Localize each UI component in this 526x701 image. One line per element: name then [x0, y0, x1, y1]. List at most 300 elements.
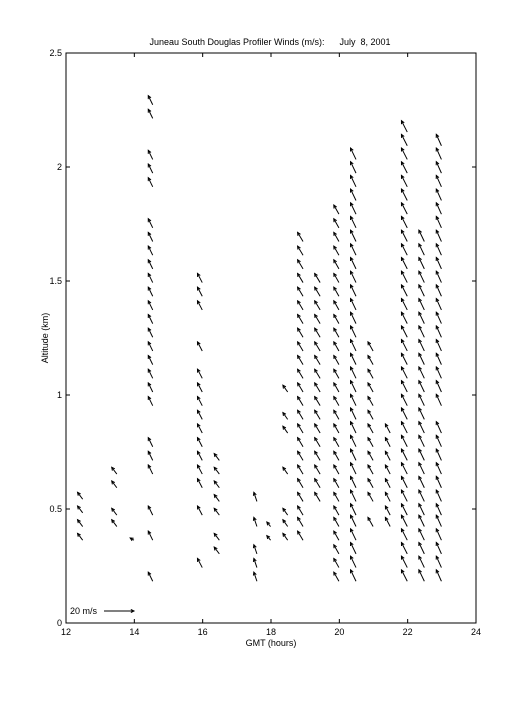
- wind-vector-arrow: [436, 203, 441, 214]
- wind-vector-arrow: [148, 531, 152, 540]
- wind-vector-arrow: [351, 394, 356, 405]
- chart-title: Juneau South Douglas Profiler Winds (m/s): July 8, 2001: [149, 37, 391, 47]
- x-tick-label: 16: [197, 627, 208, 637]
- wind-vector-arrow: [419, 422, 424, 433]
- wind-vector-arrow: [401, 515, 407, 526]
- wind-vector-arrow: [401, 244, 407, 255]
- wind-vector-arrow: [197, 451, 202, 460]
- wind-vector-arrow: [148, 96, 152, 105]
- wind-vector-arrow: [419, 463, 424, 474]
- wind-vector-arrow: [351, 408, 356, 419]
- wind-vector-arrow: [283, 413, 288, 420]
- wind-vector-arrow: [419, 257, 424, 268]
- wind-vector-arrow: [315, 383, 320, 392]
- wind-vector-arrow: [112, 481, 117, 488]
- wind-vector-arrow: [298, 260, 303, 269]
- wind-vector-arrow: [401, 556, 407, 567]
- wind-vector-arrow: [351, 189, 356, 200]
- wind-vector-arrow: [401, 148, 407, 159]
- wind-vector-arrow: [334, 506, 339, 515]
- wind-vector-arrow: [298, 273, 303, 282]
- wind-vector-arrow: [401, 203, 407, 214]
- wind-vector-arrow: [436, 299, 441, 310]
- x-tick-label: 18: [265, 627, 277, 637]
- wind-vector-arrow: [298, 287, 303, 296]
- wind-vector-arrow: [401, 435, 407, 446]
- wind-vector-arrow: [351, 381, 356, 392]
- wind-vector-arrow: [334, 342, 339, 351]
- wind-vector-arrow: [148, 260, 152, 269]
- wind-vector-arrow: [401, 271, 407, 282]
- x-tick-label: 12: [60, 627, 72, 637]
- wind-vector-arrow: [334, 410, 339, 419]
- wind-vector-arrow: [148, 465, 152, 474]
- wind-vector-arrow: [436, 367, 441, 378]
- wind-vector-arrow: [436, 476, 441, 487]
- wind-vector-arrow: [351, 216, 356, 227]
- wind-vector-arrow: [436, 271, 441, 282]
- wind-vector-arrow: [419, 476, 424, 487]
- wind-vector-arrow: [436, 449, 441, 460]
- wind-vector-arrow: [197, 465, 202, 474]
- wind-vector-arrow: [148, 301, 152, 310]
- wind-vector-arrow: [351, 353, 356, 364]
- wind-vector-arrow: [334, 517, 339, 526]
- wind-vector-arrow: [385, 479, 390, 488]
- wind-vector-arrow: [334, 465, 339, 474]
- wind-vector-arrow: [351, 570, 356, 581]
- wind-vector-arrow: [334, 232, 339, 241]
- wind-vector-arrow: [351, 203, 356, 214]
- y-tick-label: 1.5: [49, 276, 62, 286]
- wind-vector-arrow: [419, 367, 424, 378]
- wind-vector-arrow: [298, 410, 303, 419]
- wind-vector-arrow: [78, 520, 83, 527]
- wind-vector-arrow: [436, 244, 441, 255]
- wind-vector-arrow: [436, 381, 441, 392]
- wind-vector-arrow: [419, 230, 424, 241]
- wind-vector-arrow: [78, 506, 83, 513]
- wind-vector-arrow: [112, 467, 117, 474]
- wind-vector-arrow: [334, 424, 339, 433]
- wind-vector-arrow: [351, 312, 356, 323]
- wind-vector-arrow: [351, 435, 356, 446]
- wind-vector-arrow: [351, 367, 356, 378]
- wind-vector-arrow: [214, 495, 219, 502]
- wind-vector-arrow: [436, 148, 441, 159]
- wind-vector-arrow: [401, 121, 407, 132]
- wind-vector-arrow: [148, 287, 152, 296]
- wind-vector-arrow: [351, 148, 356, 159]
- wind-vector-arrow: [419, 394, 424, 405]
- wind-vector-arrow: [401, 490, 407, 501]
- wind-vector-arrow: [351, 175, 356, 186]
- y-tick-label: 1: [56, 390, 62, 400]
- wind-vector-arrow: [148, 572, 152, 581]
- wind-vector-arrow: [315, 397, 320, 406]
- y-tick-label: 0: [56, 618, 62, 628]
- reference-vector-label: 20 m/s: [70, 606, 98, 616]
- wind-vector-arrow: [197, 301, 202, 310]
- wind-vector-arrow: [214, 508, 219, 515]
- wind-vector-arrow: [436, 312, 441, 323]
- wind-vector-arrow: [419, 408, 424, 419]
- wind-vector-arrow: [436, 422, 441, 433]
- wind-vector-arrow: [334, 369, 339, 378]
- wind-vector-arrow: [401, 353, 407, 364]
- wind-vector-arrow: [368, 451, 373, 460]
- wind-vector-arrow: [334, 451, 339, 460]
- wind-vector-arrow: [334, 572, 339, 581]
- wind-vector-arrow: [385, 424, 390, 433]
- wind-vector-arrow: [436, 285, 441, 296]
- wind-vector-arrow: [351, 556, 356, 567]
- reference-arrow: [104, 609, 134, 612]
- wind-vector-arrow: [298, 356, 303, 365]
- wind-vector-arrow: [436, 504, 441, 515]
- wind-vector-arrow: [197, 383, 202, 392]
- wind-vector-arrow: [385, 438, 390, 447]
- wind-vector-arrow: [315, 424, 320, 433]
- wind-vector-arrow: [419, 271, 424, 282]
- wind-vector-arrow: [401, 570, 407, 581]
- wind-vector-arrow: [401, 504, 407, 515]
- wind-vector-arrow: [334, 314, 339, 323]
- wind-vector-arrow: [401, 449, 407, 460]
- wind-vector-arrow: [419, 340, 424, 351]
- wind-vector-arrow: [436, 162, 441, 173]
- wind-vector-arrow: [351, 542, 356, 553]
- wind-vector-arrow: [148, 232, 152, 241]
- wind-vector-arrow: [401, 134, 407, 145]
- wind-vector-arrow: [419, 570, 424, 581]
- wind-vector-arrow: [436, 463, 441, 474]
- wind-vector-arrow: [298, 424, 303, 433]
- wind-vector-arrow: [436, 556, 441, 567]
- wind-vector-arrow: [315, 438, 320, 447]
- wind-vector-arrow: [148, 328, 152, 337]
- wind-vector-arrow: [351, 340, 356, 351]
- wind-vector-arrow: [253, 572, 257, 581]
- wind-vector-arrow: [334, 205, 339, 214]
- wind-vector-arrow: [283, 508, 288, 515]
- wind-vector-arrow: [315, 465, 320, 474]
- wind-vector-arrow: [401, 175, 407, 186]
- wind-vector-arrow: [385, 506, 390, 515]
- wind-vector-arrow: [351, 515, 356, 526]
- wind-vector-arrow: [351, 476, 356, 487]
- plot-area-frame: [66, 53, 476, 623]
- wind-vector-arrow: [298, 451, 303, 460]
- x-tick-label: 24: [470, 627, 482, 637]
- wind-vector-arrow: [351, 449, 356, 460]
- wind-vector-arrow: [401, 189, 407, 200]
- wind-vector-arrow: [283, 467, 288, 474]
- wind-vector-arrow: [283, 533, 288, 540]
- wind-vector-arrow: [334, 219, 339, 228]
- wind-vector-arrow: [298, 314, 303, 323]
- wind-vector-arrow: [148, 178, 152, 187]
- wind-vector-arrow: [148, 506, 152, 515]
- wind-vector-arrow: [334, 356, 339, 365]
- wind-vector-arrow: [197, 558, 202, 567]
- wind-vector-arrow: [401, 381, 407, 392]
- wind-vector-arrow: [214, 481, 219, 488]
- wind-vector-arrow: [298, 328, 303, 337]
- wind-vector-arrow: [298, 479, 303, 488]
- wind-vector-arrow: [148, 109, 152, 118]
- x-axis-ticks: [61, 53, 481, 637]
- wind-vector-arrow: [214, 454, 219, 461]
- wind-vector-arrow: [148, 451, 152, 460]
- wind-vector-arrow: [334, 287, 339, 296]
- wind-vector-arrow: [267, 522, 271, 527]
- wind-vector-arrow: [298, 383, 303, 392]
- wind-vector-arrow: [436, 175, 441, 186]
- wind-vector-arrow: [368, 465, 373, 474]
- wind-vector-arrow: [351, 162, 356, 173]
- wind-vector-arrow: [197, 410, 202, 419]
- wind-vector-arrow: [436, 529, 441, 540]
- wind-vector-arrow: [334, 260, 339, 269]
- wind-vector-arrow: [148, 273, 152, 282]
- y-axis-ticks: [49, 48, 476, 628]
- wind-vector-arrow: [298, 232, 303, 241]
- wind-vector-arrow: [401, 529, 407, 540]
- wind-vector-arrow: [351, 230, 356, 241]
- wind-vector-arrow: [351, 463, 356, 474]
- wind-vector-arrow: [334, 479, 339, 488]
- wind-vector-arrow: [253, 517, 257, 526]
- wind-vector-arrow: [148, 342, 152, 351]
- wind-vector-arrow: [436, 134, 441, 145]
- wind-vector-arrow: [401, 326, 407, 337]
- wind-vector-arrow: [419, 504, 424, 515]
- wind-vector-arrow: [419, 449, 424, 460]
- wind-vector-arrow: [368, 517, 373, 526]
- wind-vector-arrow: [298, 301, 303, 310]
- wind-vector-arrow: [401, 285, 407, 296]
- wind-vector-arrow: [401, 216, 407, 227]
- wind-vector-arrow: [334, 545, 339, 554]
- wind-vector-arrow: [436, 326, 441, 337]
- wind-vector-arrow: [436, 257, 441, 268]
- wind-vector-arrow: [401, 408, 407, 419]
- wind-vector-arrow: [334, 558, 339, 567]
- wind-vector-arrow: [351, 490, 356, 501]
- wind-vector-arrow: [401, 162, 407, 173]
- wind-vector-arrow: [298, 397, 303, 406]
- wind-vector-arrow: [401, 257, 407, 268]
- wind-vector-arrow: [334, 397, 339, 406]
- wind-vector-arrow: [315, 451, 320, 460]
- reference-vector-arrow: [104, 609, 134, 612]
- wind-vector-arrow: [315, 287, 320, 296]
- wind-vector-arrow: [315, 369, 320, 378]
- y-tick-label: 2: [56, 162, 62, 172]
- wind-vector-arrow: [401, 367, 407, 378]
- wind-vector-arrow: [419, 285, 424, 296]
- wind-vector-arrow: [197, 479, 202, 488]
- x-tick-label: 22: [402, 627, 413, 637]
- wind-vector-arrow: [78, 533, 83, 540]
- wind-vector-arrow: [368, 383, 373, 392]
- wind-vector-arrow: [78, 492, 83, 499]
- wind-vector-arrow: [130, 538, 134, 541]
- wind-vector-arrow: [385, 465, 390, 474]
- wind-vector-arrow: [419, 244, 424, 255]
- wind-vector-arrow: [298, 342, 303, 351]
- x-tick-label: 20: [334, 627, 345, 637]
- wind-vector-arrow: [315, 273, 320, 282]
- wind-vector-arrow: [401, 422, 407, 433]
- wind-vector-arrow: [315, 301, 320, 310]
- wind-vector-arrow: [385, 517, 390, 526]
- wind-vector-arrow: [351, 422, 356, 433]
- wind-vector-arrow: [368, 479, 373, 488]
- wind-vector-arrow: [112, 508, 117, 515]
- wind-vector-arrow: [368, 369, 373, 378]
- wind-vector-arrow: [368, 410, 373, 419]
- wind-vector-arrow: [419, 529, 424, 540]
- wind-vector-arrow: [351, 529, 356, 540]
- wind-vector-arrow: [283, 426, 288, 433]
- wind-vector-arrow: [315, 314, 320, 323]
- wind-vector-arrow: [351, 504, 356, 515]
- wind-vector-arrow: [197, 273, 202, 282]
- wind-vector-arrow: [419, 299, 424, 310]
- wind-vector-arrow: [368, 424, 373, 433]
- wind-vector-arrow: [315, 410, 320, 419]
- wind-vector-arrow: [419, 515, 424, 526]
- wind-vector-arrow: [315, 479, 320, 488]
- wind-vector-arrow: [298, 506, 303, 515]
- wind-vector-arrow: [148, 438, 152, 447]
- wind-vector-arrow: [148, 246, 152, 255]
- wind-vector-arrow: [267, 536, 271, 541]
- wind-vector-arrow: [401, 299, 407, 310]
- wind-vector-arrow: [298, 246, 303, 255]
- wind-vector-arrow: [401, 312, 407, 323]
- wind-vector-arrow: [334, 301, 339, 310]
- wind-vector-arrow: [214, 467, 219, 474]
- wind-vector-arrow: [298, 531, 303, 540]
- wind-vector-arrow: [351, 244, 356, 255]
- wind-vector-arrow: [436, 340, 441, 351]
- wind-vector-arrow: [334, 383, 339, 392]
- wind-vector-arrow: [334, 328, 339, 337]
- wind-vector-arrow: [197, 438, 202, 447]
- wind-vector-arrow: [283, 385, 288, 392]
- wind-vector-arrow: [334, 531, 339, 540]
- wind-vector-arrow: [401, 394, 407, 405]
- wind-vector-arrow: [436, 189, 441, 200]
- wind-vector-arrow: [148, 397, 152, 406]
- wind-vector-arrow: [197, 287, 202, 296]
- wind-vector-arrow: [419, 542, 424, 553]
- wind-vector-arrow: [197, 506, 202, 515]
- wind-vector-arrow: [436, 230, 441, 241]
- wind-vector-arrow: [315, 492, 320, 501]
- wind-vector-arrow: [368, 492, 373, 501]
- wind-vector-arrow: [401, 230, 407, 241]
- wind-vector-arrow: [351, 326, 356, 337]
- wind-vector-arrow: [419, 326, 424, 337]
- x-tick-label: 14: [129, 627, 140, 637]
- wind-vector-arrow: [401, 340, 407, 351]
- wind-vector-arrow: [334, 492, 339, 501]
- wind-vector-arrow: [419, 381, 424, 392]
- wind-vector-arrow: [351, 271, 356, 282]
- wind-vector-arrow: [436, 216, 441, 227]
- y-tick-label: 0.5: [49, 504, 62, 514]
- wind-vector-arrow: [351, 299, 356, 310]
- wind-vector-arrow: [148, 150, 152, 159]
- wind-vector-arrow: [351, 285, 356, 296]
- wind-vector-arrow: [368, 342, 373, 351]
- wind-vector-arrow: [298, 465, 303, 474]
- wind-vector-arrow: [436, 353, 441, 364]
- wind-vector-arrow: [436, 394, 441, 405]
- wind-vector-arrow: [436, 435, 441, 446]
- wind-vector-arrow: [419, 435, 424, 446]
- y-axis-label: Altitude (km): [40, 312, 50, 364]
- wind-vector-arrow: [148, 164, 152, 173]
- wind-vector-arrow: [298, 492, 303, 501]
- wind-vector-arrow: [401, 476, 407, 487]
- wind-vector-arrow: [197, 369, 202, 378]
- wind-vector-arrow: [298, 438, 303, 447]
- wind-vector-arrow: [436, 542, 441, 553]
- y-tick-label: 2.5: [49, 48, 62, 58]
- wind-vector-arrow: [334, 273, 339, 282]
- wind-vector-arrow: [148, 219, 152, 228]
- wind-vector-arrow: [298, 517, 303, 526]
- wind-vector-arrow: [283, 520, 288, 527]
- wind-vector-arrow: [419, 556, 424, 567]
- wind-vector-arrow: [419, 312, 424, 323]
- wind-vector-arrow: [197, 397, 202, 406]
- wind-vector-arrow: [401, 463, 407, 474]
- wind-vector-arrow: [385, 492, 390, 501]
- wind-vector-arrow: [197, 342, 202, 351]
- wind-vector-arrow: [351, 257, 356, 268]
- wind-vector-arrow: [148, 369, 152, 378]
- wind-vector-arrow: [368, 397, 373, 406]
- wind-vector-arrow: [315, 328, 320, 337]
- wind-vector-arrow: [401, 542, 407, 553]
- wind-vector-arrow: [368, 438, 373, 447]
- wind-vector-arrow: [197, 424, 202, 433]
- wind-vector-arrow: [315, 342, 320, 351]
- wind-vector-arrow: [436, 490, 441, 501]
- wind-vector-arrow: [298, 369, 303, 378]
- wind-vector-arrow: [253, 492, 257, 501]
- wind-vector-arrow: [368, 356, 373, 365]
- wind-vectors: [78, 96, 442, 582]
- wind-vector-arrow: [253, 558, 257, 567]
- wind-vector-arrow: [315, 356, 320, 365]
- wind-vector-arrow: [253, 545, 257, 554]
- wind-vector-arrow: [419, 490, 424, 501]
- wind-vector-arrow: [148, 383, 152, 392]
- wind-vector-arrow: [214, 533, 219, 540]
- wind-vector-arrow: [334, 246, 339, 255]
- wind-vector-arrow: [148, 314, 152, 323]
- wind-vector-arrow: [214, 547, 219, 554]
- x-axis-label: GMT (hours): [245, 638, 297, 648]
- wind-vector-arrow: [385, 451, 390, 460]
